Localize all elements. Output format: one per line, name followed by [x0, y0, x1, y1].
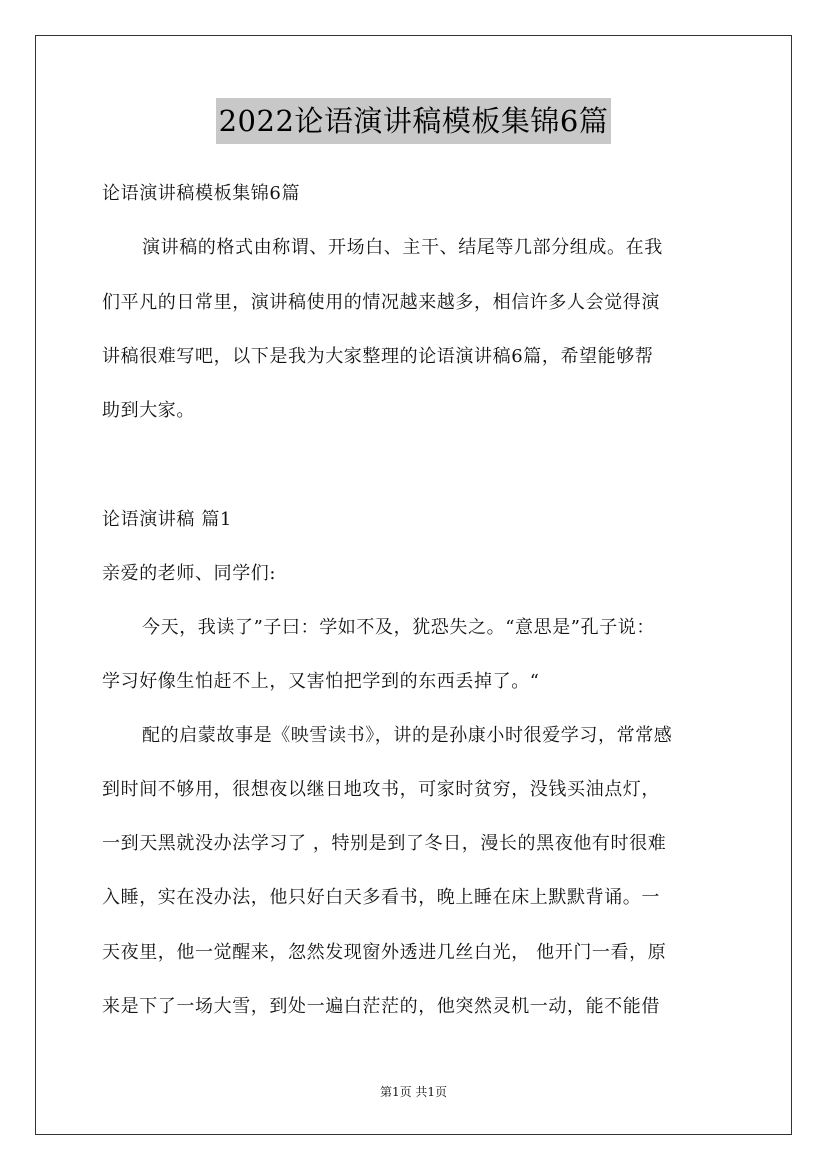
paragraph-line: 配的启蒙故事是《映雪读书》，讲的是孙康小时很爱学习，常常感: [142, 725, 673, 746]
page-footer: 第1页 共1页: [379, 1085, 448, 1099]
salutation-line: 亲爱的老师、同学们:: [102, 563, 277, 584]
paragraph-line: 演讲稿的格式由称谓、开场白、主干、结尾等几部分组成。在我: [142, 237, 663, 258]
section-heading: 论语演讲稿 篇1: [102, 509, 232, 530]
paragraph-line: 助到大家。: [102, 400, 195, 421]
subtitle-line: 论语演讲稿模板集锦6篇: [102, 183, 301, 204]
paragraph-line: 天夜里，他一觉醒来，忽然发现窗外透进几丝白光， 他开门一看，原: [102, 942, 667, 963]
paragraph-line: 来是下了一场大雪，到处一遍白茫茫的，他突然灵机一动，能不能借: [102, 996, 660, 1017]
title-container: [0, 98, 827, 144]
document-title: 2022论语演讲稿模板集锦6篇: [216, 98, 612, 144]
paragraph-line: 学习好像生怕赶不上，又害怕把学到的东西丢掉了。“: [102, 671, 540, 692]
paragraph-line: 讲稿很难写吧，以下是我为大家整理的论语演讲稿6篇，希望能够帮: [102, 346, 654, 367]
paragraph-line: 们平凡的日常里，演讲稿使用的情况越来越多，相信许多人会觉得演: [102, 292, 660, 313]
paragraph-line: 入睡，实在没办法，他只好白天多看书，晚上睡在床上默默背诵。一: [102, 887, 660, 908]
paragraph-line: 今天，我读了”子曰：学如不及，犹恐失之。“意思是”孔子说：: [142, 617, 656, 638]
paragraph-line: 到时间不够用，很想夜以继日地攻书，可家时贫穷，没钱买油点灯，: [102, 779, 660, 800]
paragraph-line: 一到天黑就没办法学习了 ，特别是到了冬日，漫长的黑夜他有时很难: [102, 833, 667, 854]
